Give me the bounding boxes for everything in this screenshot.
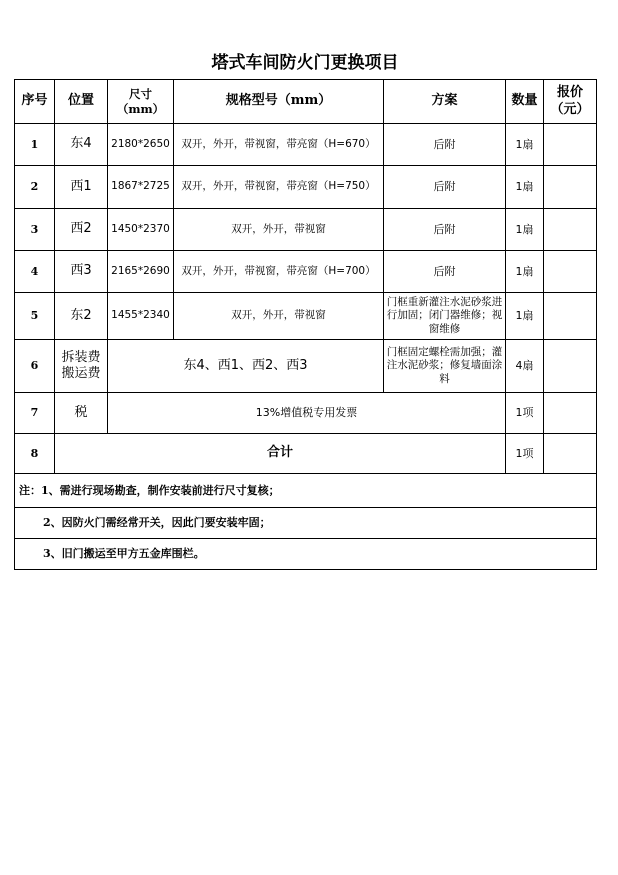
fee-label: 拆装费搬运费 — [55, 340, 108, 393]
fee-description: 东4、西1、西2、西3 — [108, 340, 384, 393]
header-size: 尺寸（mm） — [108, 80, 174, 124]
tax-label: 税 — [55, 393, 108, 434]
row-qty: 4扇 — [506, 340, 544, 393]
row-spec: 双开，外开，带视窗 — [174, 293, 384, 340]
header-price-line1: 报价 — [556, 85, 583, 101]
row-location: 西1 — [55, 166, 108, 209]
row-plan: 门框固定螺栓需加强；灌注水泥砂浆；修复墙面涂料 — [384, 340, 506, 393]
table-row — [15, 124, 597, 166]
header-location: 位置 — [55, 80, 108, 124]
header-plan: 方案 — [384, 80, 506, 124]
row-seq: 8 — [15, 434, 55, 474]
note-3: 3、旧门搬运至甲方五金库围栏。 — [15, 539, 597, 570]
header-seq: 序号 — [15, 80, 55, 124]
row-seq: 6 — [15, 340, 55, 393]
row-qty: 1项 — [506, 434, 544, 474]
note-1: 注：1、需进行现场勘查，制作安装前进行尺寸复核； — [15, 474, 597, 508]
note-row — [15, 508, 597, 539]
tax-row — [15, 393, 597, 434]
row-location: 西3 — [55, 251, 108, 293]
row-seq: 7 — [15, 393, 55, 434]
table-row — [15, 209, 597, 251]
row-qty: 1扇 — [506, 209, 544, 251]
row-spec: 双开，外开，带视窗 — [174, 209, 384, 251]
row-spec: 双开，外开，带视窗，带亮窗（H=670） — [174, 124, 384, 166]
row-plan: 后附 — [384, 209, 506, 251]
note-row — [15, 474, 597, 508]
quotation-table — [14, 79, 597, 570]
row-seq: 3 — [15, 209, 55, 251]
row-spec: 双开，外开，带视窗，带亮窗（H=700） — [174, 251, 384, 293]
row-qty: 1扇 — [506, 293, 544, 340]
header-row — [15, 80, 597, 124]
row-plan: 后附 — [384, 251, 506, 293]
row-seq: 1 — [15, 124, 55, 166]
row-seq: 5 — [15, 293, 55, 340]
header-price-line2: （元） — [550, 101, 590, 117]
row-price[interactable] — [544, 209, 597, 251]
row-size: 1867*2725 — [108, 166, 174, 209]
row-location: 西2 — [55, 209, 108, 251]
header-price — [544, 80, 597, 124]
row-size: 2180*2650 — [108, 124, 174, 166]
row-seq: 2 — [15, 166, 55, 209]
header-qty: 数量 — [506, 80, 544, 124]
total-row — [15, 434, 597, 474]
row-size: 2165*2690 — [108, 251, 174, 293]
row-qty: 1扇 — [506, 251, 544, 293]
row-plan: 后附 — [384, 124, 506, 166]
note-2: 2、因防火门需经常开关，因此门要安装牢固； — [15, 508, 597, 539]
row-size: 1450*2370 — [108, 209, 174, 251]
total-price[interactable] — [544, 434, 597, 474]
table-row — [15, 166, 597, 209]
row-qty: 1扇 — [506, 166, 544, 209]
table-row — [15, 251, 597, 293]
header-spec: 规格型号（mm） — [174, 80, 384, 124]
tax-description: 13%增值税专用发票 — [108, 393, 506, 434]
row-plan: 后附 — [384, 166, 506, 209]
row-location: 东4 — [55, 124, 108, 166]
row-plan: 门框重新灌注水泥砂浆进行加固；闭门器维修；视窗维修 — [384, 293, 506, 340]
total-label: 合计 — [55, 434, 506, 474]
page-title: 塔式车间防火门更换项目 — [211, 53, 399, 73]
row-location: 东2 — [55, 293, 108, 340]
row-qty: 1扇 — [506, 124, 544, 166]
row-price[interactable] — [544, 124, 597, 166]
row-price[interactable] — [544, 251, 597, 293]
row-seq: 4 — [15, 251, 55, 293]
row-qty: 1项 — [506, 393, 544, 434]
row-price[interactable] — [544, 393, 597, 434]
row-price[interactable] — [544, 166, 597, 209]
table-row — [15, 293, 597, 340]
row-price[interactable] — [544, 340, 597, 393]
row-size: 1455*2340 — [108, 293, 174, 340]
row-price[interactable] — [544, 293, 597, 340]
fee-row — [15, 340, 597, 393]
note-row — [15, 539, 597, 570]
row-spec: 双开，外开，带视窗，带亮窗（H=750） — [174, 166, 384, 209]
